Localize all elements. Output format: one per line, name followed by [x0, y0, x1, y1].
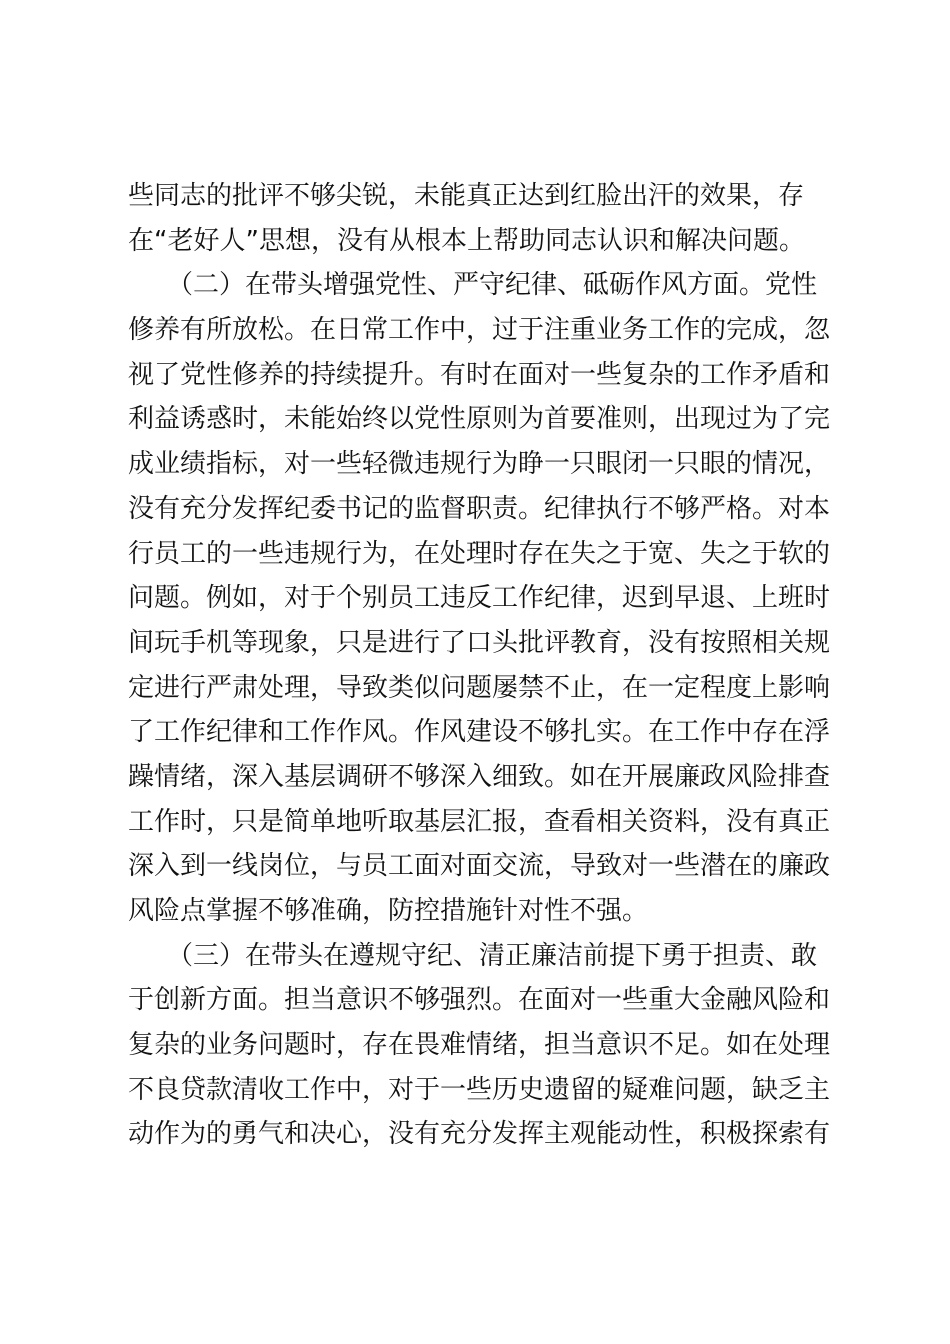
text-line: 工作时，只是简单地听取基层汇报，查看相关资料，没有真正 — [128, 806, 831, 837]
text-line: 间玩手机等现象，只是进行了口头批评教育，没有按照相关规 — [128, 627, 831, 658]
text-line: 成业绩指标，对一些轻微违规行为睁一只眼闭一只眼的情况， — [128, 449, 831, 480]
body-text — [128, 174, 831, 1157]
text-line: 行员工的一些违规行为，在处理时存在失之于宽、失之于软的 — [128, 538, 831, 569]
text-line: 了工作纪律和工作作风。作风建设不够扎实。在工作中存在浮 — [128, 717, 831, 748]
text-line: 深入到一线岗位，与员工面对面交流，导致对一些潜在的廉政 — [128, 851, 831, 882]
text-line: 在“老好人”思想，没有从根本上帮助同志认识和解决问题。 — [128, 225, 805, 256]
text-line: 问题。例如，对于个别员工违反工作纪律，迟到早退、上班时 — [128, 583, 831, 614]
text-line: （三）在带头在遵规守纪、清正廉洁前提下勇于担责、敢 — [128, 940, 818, 971]
text-line: 复杂的业务问题时，存在畏难情绪，担当意识不足。如在处理 — [128, 1030, 831, 1061]
text-line: 些同志的批评不够尖锐，未能真正达到红脸出汗的效果，存 — [128, 181, 805, 211]
text-line: 定进行严肃处理，导致类似问题屡禁不止，在一定程度上影响 — [128, 672, 831, 703]
text-line: 没有充分发挥纪委书记的监督职责。纪律执行不够严格。对本 — [128, 493, 831, 524]
text-line: 风险点掌握不够准确，防控措施针对性不强。 — [128, 896, 649, 926]
text-line: 利益诱惑时，未能始终以党性原则为首要准则，出现过为了完 — [128, 404, 831, 435]
text-line: 修养有所放松。在日常工作中，过于注重业务工作的完成，忽 — [128, 315, 831, 346]
text-line: 不良贷款清收工作中，对于一些历史遗留的疑难问题，缺乏主 — [128, 1074, 831, 1105]
text-line: （二）在带头增强党性、严守纪律、砥砺作风方面。党性 — [128, 270, 818, 301]
text-line: 躁情绪，深入基层调研不够深入细致。如在开展廉政风险排查 — [128, 761, 831, 792]
text-line: 动作为的勇气和决心，没有充分发挥主观能动性，积极探索有 — [128, 1119, 831, 1150]
text-line: 于创新方面。担当意识不够强烈。在面对一些重大金融风险和 — [128, 985, 831, 1016]
text-line: 视了党性修养的持续提升。有时在面对一些复杂的工作矛盾和 — [128, 359, 831, 390]
